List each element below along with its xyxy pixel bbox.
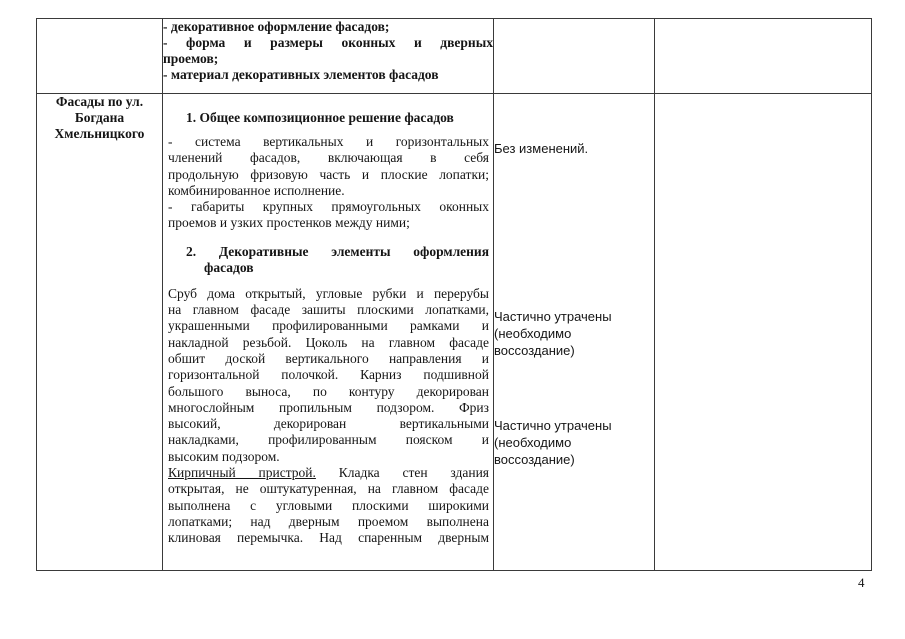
text-line: обшит доской вертикального направления и	[168, 350, 489, 366]
text-line: накладной резьбой. Цоколь на главном фасаде	[168, 334, 489, 350]
location-line: Фасады по ул.	[55, 94, 144, 109]
text-line: выполнена с угловыми плоскими широкими	[168, 497, 489, 513]
extension-label: Кирпичный пристрой.	[168, 465, 316, 481]
text-line: продольную фризовую часть и плоские лопатки;	[168, 166, 489, 182]
text-line: высокий, декорирован вертикальными	[168, 416, 489, 432]
text-line: - форма и размеры оконных и дверных	[163, 35, 493, 50]
table-row	[37, 19, 872, 94]
text-line: высоким подзором.	[168, 448, 280, 464]
status-line: Частично утрачены	[494, 418, 612, 433]
text-line: членений фасадов, включающая в себя	[168, 150, 489, 166]
table-cell-empty	[37, 19, 163, 94]
status-text	[494, 417, 654, 468]
table-row	[37, 94, 872, 571]
text-line: комбинированное исполнение.	[168, 182, 345, 198]
status-text: Без изменений.	[494, 141, 589, 156]
status-text	[494, 308, 654, 359]
text-line: лопатками; над дверным проемом выполнена	[168, 513, 489, 529]
status-line: (необходимо	[494, 326, 572, 341]
text-line: горизонтальной полочкой. Карниз подшивной	[168, 367, 489, 383]
status-line: воссоздание)	[494, 452, 575, 467]
table-cell-description	[163, 19, 494, 94]
status-line: Частично утрачены	[494, 309, 612, 324]
section-heading	[186, 244, 489, 276]
text-line: - материал декоративных элементов фасадов	[163, 67, 439, 82]
text-line: открытая, не оштукатуренная, на главном фасаде	[168, 481, 489, 497]
heading-line: 2. Декоративные элементы оформления	[186, 243, 489, 259]
heading-line: фасадов	[204, 259, 254, 275]
text-line: - габариты крупных прямоугольных оконных	[168, 199, 489, 215]
document-table	[36, 18, 872, 571]
text-line: на главном фасаде зашиты плоскими лопатками,	[168, 302, 489, 318]
table-cell-location	[37, 94, 163, 571]
text-line: клиновая перемычка. Над спаренным дверным	[168, 530, 489, 546]
section-heading: 1. Общее композиционное решение фасадов	[186, 110, 454, 125]
text-line: Сруб дома открытый, угловые рубки и перерубы	[168, 285, 489, 301]
extension-text: Кладка стен здания	[315, 465, 489, 481]
table-cell-status	[494, 19, 655, 94]
text-line: большого выноса, по контуру декорирован	[168, 383, 489, 399]
table-cell-description	[163, 94, 494, 571]
text-line: - система вертикальных и горизонтальных	[168, 134, 489, 149]
location-line: Богдана	[74, 110, 125, 125]
text-line: проемов и узких простенков между ними;	[168, 215, 410, 231]
table-cell-status	[494, 94, 655, 571]
text-line	[168, 465, 489, 481]
text-line: накладками, профилированным пояском и	[168, 432, 489, 448]
location-line: Хмельницкого	[54, 126, 145, 141]
page-number: 4	[858, 575, 865, 590]
table-cell-empty	[655, 19, 872, 94]
text-line: проемов;	[163, 51, 219, 66]
status-line: воссоздание)	[494, 343, 575, 358]
text-line: украшенными профилированными рамками и	[168, 318, 489, 334]
text-line: - декоративное оформление фасадов;	[163, 19, 390, 34]
table-cell-empty	[655, 94, 872, 571]
status-line: (необходимо	[494, 435, 572, 450]
text-line: многослойным пропильным подзором. Фриз	[168, 399, 489, 415]
